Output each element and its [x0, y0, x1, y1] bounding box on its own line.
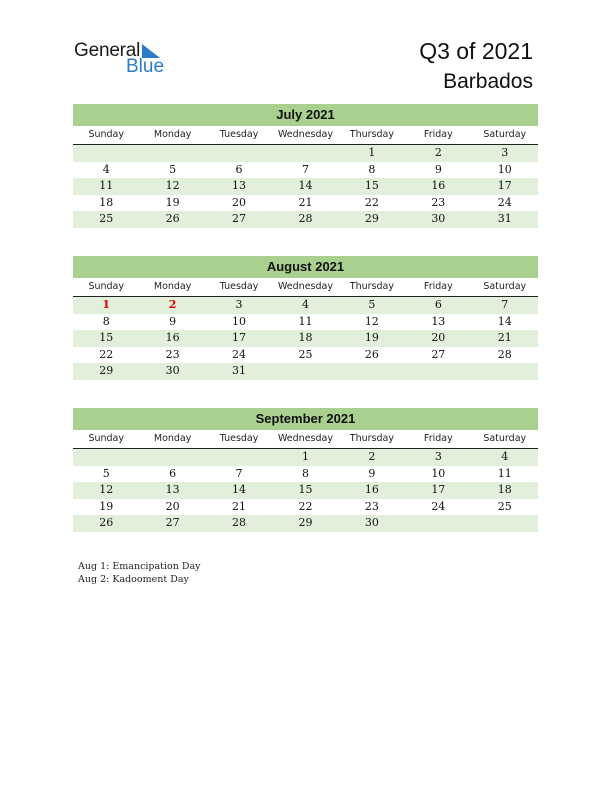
- week-row: [73, 330, 538, 347]
- date-cell: 23: [364, 499, 379, 513]
- date-cell: 5: [102, 466, 110, 480]
- date-cell: 17: [431, 483, 446, 497]
- date-cell: 21: [298, 195, 313, 209]
- date-cell: 3: [501, 146, 509, 159]
- week-row: [73, 297, 538, 314]
- month-calendar-august: [73, 256, 538, 380]
- date-cell: [405, 515, 471, 532]
- week-row: [73, 466, 538, 483]
- date-cell: 12: [165, 179, 180, 193]
- date-cell: [139, 449, 205, 466]
- week-row: [73, 211, 538, 228]
- month-title: July 2021: [73, 104, 538, 126]
- date-cell: 10: [497, 162, 512, 176]
- date-cell: 10: [232, 314, 247, 328]
- weekday-label: Wednesday: [277, 129, 333, 140]
- date-cell: 16: [165, 331, 180, 345]
- weekday-header-row: [73, 126, 538, 145]
- weekday-header-row: [73, 278, 538, 297]
- date-cell: [472, 363, 538, 380]
- date-cell: 18: [298, 331, 313, 345]
- date-cell: 13: [431, 314, 446, 328]
- date-cell: 12: [364, 314, 379, 328]
- date-cell: 15: [99, 331, 114, 345]
- date-cell: 31: [232, 364, 247, 378]
- date-cell: 24: [431, 499, 446, 513]
- date-cell: [405, 363, 471, 380]
- date-cell: 4: [301, 298, 309, 311]
- date-cell: 16: [431, 179, 446, 193]
- date-cell: 5: [368, 298, 376, 311]
- weekday-label: Wednesday: [277, 281, 333, 292]
- weekday-label: Thursday: [349, 129, 394, 140]
- date-cell: 11: [99, 179, 114, 193]
- date-cell: 12: [99, 483, 114, 497]
- date-cell: 25: [298, 347, 313, 361]
- date-cell: 3: [235, 298, 243, 311]
- date-cell: 28: [497, 347, 512, 361]
- date-cell: 8: [301, 466, 309, 480]
- date-cell: 4: [102, 162, 110, 176]
- logo-text-general: General: [74, 40, 141, 61]
- date-cell: [206, 145, 272, 162]
- week-row: [73, 314, 538, 331]
- country-name: Barbados: [443, 70, 533, 93]
- week-row: [73, 162, 538, 179]
- date-cell: 7: [235, 466, 243, 480]
- date-cell: [472, 515, 538, 532]
- date-cell: 25: [99, 212, 114, 226]
- date-cell: 1: [301, 450, 309, 463]
- date-cell: 14: [497, 314, 512, 328]
- weekday-header-row: [73, 430, 538, 449]
- date-cell: 25: [497, 499, 512, 513]
- date-cell: 19: [165, 195, 180, 209]
- date-cell: 28: [298, 212, 313, 226]
- date-cell: [272, 363, 338, 380]
- date-cell: 20: [431, 331, 446, 345]
- date-cell: 10: [431, 466, 446, 480]
- date-cell: 26: [364, 347, 379, 361]
- date-cell: 27: [431, 347, 446, 361]
- month-calendar-july: [73, 104, 538, 228]
- date-cell: 19: [99, 499, 114, 513]
- date-cell: 29: [298, 516, 313, 530]
- weekday-label: Sunday: [88, 281, 124, 292]
- weekday-label: Friday: [423, 281, 453, 292]
- date-cell: 18: [497, 483, 512, 497]
- week-row: [73, 363, 538, 380]
- holiday-note: Aug 2: Kadooment Day: [78, 574, 189, 585]
- weekday-label: Friday: [423, 129, 453, 140]
- week-row: [73, 178, 538, 195]
- date-cell: 29: [364, 212, 379, 226]
- date-cell: 22: [99, 347, 114, 361]
- date-cell: 17: [497, 179, 512, 193]
- date-cell: 9: [434, 162, 442, 176]
- week-row: [73, 195, 538, 212]
- date-cell: 1: [368, 146, 376, 159]
- week-row: [73, 482, 538, 499]
- date-cell: 22: [298, 499, 313, 513]
- week-row: [73, 145, 538, 162]
- date-cell: 18: [99, 195, 114, 209]
- date-cell: 23: [431, 195, 446, 209]
- page-title: Q3 of 2021: [419, 38, 533, 64]
- weekday-label: Sunday: [88, 433, 124, 444]
- date-cell: 16: [364, 483, 379, 497]
- date-cell: 4: [501, 450, 509, 463]
- date-cell: [272, 145, 338, 162]
- week-row: [73, 449, 538, 466]
- month-calendar-september: [73, 408, 538, 532]
- weekday-label: Thursday: [349, 281, 394, 292]
- date-cell: 9: [169, 314, 177, 328]
- date-cell: 28: [232, 516, 247, 530]
- date-cell: 20: [165, 499, 180, 513]
- week-row: [73, 515, 538, 532]
- month-title: September 2021: [73, 408, 538, 430]
- weekday-label: Saturday: [483, 281, 527, 292]
- date-cell: 14: [232, 483, 247, 497]
- date-cell: 21: [232, 499, 247, 513]
- date-cell: 8: [102, 314, 110, 328]
- date-cell: 30: [165, 364, 180, 378]
- date-cell: 7: [501, 298, 509, 311]
- date-cell: 6: [235, 162, 243, 176]
- date-cell: 15: [364, 179, 379, 193]
- date-cell: 27: [165, 516, 180, 530]
- weekday-label: Monday: [153, 129, 192, 140]
- date-cell: 24: [232, 347, 247, 361]
- date-cell: 7: [301, 162, 309, 176]
- date-cell: 30: [431, 212, 446, 226]
- date-cell: [139, 145, 205, 162]
- weekday-label: Sunday: [88, 129, 124, 140]
- date-cell: 22: [364, 195, 379, 209]
- date-cell: [206, 449, 272, 466]
- logo-text-blue: Blue: [126, 56, 165, 77]
- weekday-label: Thursday: [349, 433, 394, 444]
- date-cell: 19: [364, 331, 379, 345]
- date-cell: 2: [434, 146, 442, 159]
- date-cell: 8: [368, 162, 376, 176]
- date-cell: [73, 145, 139, 162]
- holiday-note: Aug 1: Emancipation Day: [78, 561, 201, 572]
- date-cell: 29: [99, 364, 114, 378]
- weekday-label: Tuesday: [219, 281, 259, 292]
- date-cell: 15: [298, 483, 313, 497]
- holiday-date-cell: 1: [102, 298, 111, 311]
- date-cell: 30: [364, 516, 379, 530]
- date-cell: 2: [368, 450, 376, 463]
- date-cell: 11: [298, 314, 313, 328]
- weekday-label: Saturday: [483, 433, 527, 444]
- weekday-label: Wednesday: [277, 433, 333, 444]
- weekday-label: Friday: [423, 433, 453, 444]
- weekday-label: Monday: [153, 281, 192, 292]
- date-cell: 23: [165, 347, 180, 361]
- weekday-label: Monday: [153, 433, 192, 444]
- date-cell: 6: [434, 298, 442, 311]
- week-row: [73, 499, 538, 516]
- date-cell: 3: [434, 450, 442, 463]
- weekday-label: Tuesday: [219, 433, 259, 444]
- date-cell: 20: [232, 195, 247, 209]
- date-cell: 27: [232, 212, 247, 226]
- week-row: [73, 347, 538, 364]
- date-cell: 31: [497, 212, 512, 226]
- weekday-label: Saturday: [483, 129, 527, 140]
- date-cell: 26: [165, 212, 180, 226]
- date-cell: 26: [99, 516, 114, 530]
- weekday-label: Tuesday: [219, 129, 259, 140]
- date-cell: 24: [497, 195, 512, 209]
- date-cell: 6: [169, 466, 177, 480]
- date-cell: 17: [232, 331, 247, 345]
- date-cell: 9: [368, 466, 376, 480]
- date-cell: 11: [497, 466, 512, 480]
- holiday-date-cell: 2: [168, 298, 177, 311]
- month-title: August 2021: [73, 256, 538, 278]
- date-cell: 5: [169, 162, 177, 176]
- holiday-notes: [78, 560, 201, 586]
- date-cell: 21: [497, 331, 512, 345]
- date-cell: 13: [232, 179, 247, 193]
- date-cell: 14: [298, 179, 313, 193]
- date-cell: 13: [165, 483, 180, 497]
- date-cell: [339, 363, 405, 380]
- date-cell: [73, 449, 139, 466]
